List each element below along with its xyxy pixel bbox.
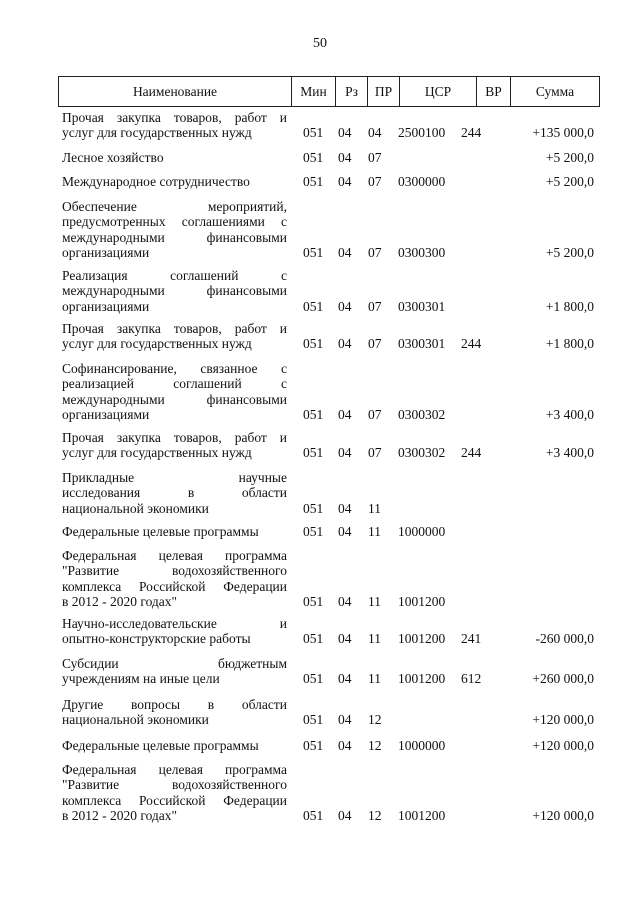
row-rz: 04 [338, 150, 352, 165]
row-csr: 0300301 [398, 298, 446, 314]
row-rz: 04 [338, 671, 352, 687]
row-min: 051 [303, 631, 324, 647]
row-pr: 11 [368, 631, 381, 647]
row-vr: 244 [461, 445, 482, 461]
row-name-line: Федеральные целевые программы [62, 524, 259, 539]
row-name [62, 321, 287, 352]
row-min: 051 [303, 407, 324, 423]
row-pr: 12 [368, 738, 382, 753]
row-name-line: Прочая закупка товаров, работ и [62, 430, 287, 445]
row-name-line: услуг для государственных нужд [62, 445, 252, 461]
row-pr: 11 [368, 594, 381, 610]
row-name-line: услуг для государственных нужд [62, 336, 252, 352]
row-name-line: комплекса Российской Федерации [62, 578, 287, 594]
row-name-line: "Развитие водохозяйственного [62, 777, 287, 793]
row-pr: 07 [368, 298, 382, 314]
row-vr: 612 [461, 671, 482, 687]
row-min: 051 [303, 500, 324, 516]
row-name-line: исследования в области [62, 485, 287, 501]
row-sum: +120 000,0 [532, 808, 594, 824]
row-name-line: Научно-исследовательские и [62, 616, 287, 631]
row-pr: 04 [368, 125, 382, 141]
row-pr: 12 [368, 712, 382, 728]
row-name-line: учреждениям на иные цели [62, 671, 220, 687]
row-name-line: международными финансовыми [62, 283, 287, 299]
row-min: 051 [303, 336, 324, 352]
row-name-line: Прочая закупка товаров, работ и [62, 110, 287, 125]
row-pr: 07 [368, 150, 382, 165]
row-sum: +5 200,0 [545, 150, 594, 165]
row-name-line: предусмотренных соглашениями с [62, 214, 287, 230]
row-name [62, 524, 287, 539]
row-sum: +135 000,0 [532, 125, 594, 141]
header-sum: Сумма [535, 84, 575, 99]
row-name [62, 361, 287, 423]
row-name-line: Прикладные научные [62, 470, 287, 485]
row-name-line: организациями [62, 407, 150, 423]
row-name [62, 762, 287, 824]
row-rz: 04 [338, 594, 352, 610]
row-sum: +3 400,0 [545, 445, 594, 461]
row-rz: 04 [338, 298, 352, 314]
row-name-line: Обеспечение мероприятий, [62, 199, 287, 214]
row-min: 051 [303, 150, 324, 165]
row-name-line: реализацией соглашений с [62, 376, 287, 392]
row-pr: 07 [368, 445, 382, 461]
row-sum: +5 200,0 [545, 174, 594, 189]
row-csr: 1000000 [398, 524, 446, 539]
row-rz: 04 [338, 808, 352, 824]
header-vr: ВР [477, 77, 511, 106]
table-header [58, 76, 600, 107]
row-rz: 04 [338, 631, 352, 647]
row-rz: 04 [338, 738, 352, 753]
header-pr: ПР [368, 77, 400, 106]
row-min: 051 [303, 125, 324, 141]
row-vr: 244 [461, 125, 482, 141]
row-name-line: Лесное хозяйство [62, 150, 164, 165]
row-name-line: Софинансирование, связанное с [62, 361, 287, 376]
row-rz: 04 [338, 500, 352, 516]
row-name-line: "Развитие водохозяйственного [62, 563, 287, 579]
row-rz: 04 [338, 125, 352, 141]
row-csr: 1001200 [398, 594, 446, 610]
row-name-line: международными финансовыми [62, 229, 287, 245]
row-vr: 241 [461, 631, 482, 647]
row-pr: 11 [368, 671, 381, 687]
row-csr: 0300300 [398, 245, 446, 261]
row-min: 051 [303, 298, 324, 314]
row-name [62, 616, 287, 647]
row-name-line: национальной экономики [62, 500, 209, 516]
row-vr: 244 [461, 336, 482, 352]
row-csr: 0300302 [398, 445, 446, 461]
row-min: 051 [303, 594, 324, 610]
row-name-line: Федеральная целевая программа [62, 762, 287, 777]
row-name [62, 738, 287, 753]
row-rz: 04 [338, 524, 352, 539]
row-csr: 1001200 [398, 631, 446, 647]
row-name [62, 430, 287, 461]
row-pr: 11 [368, 524, 381, 539]
row-sum: +1 800,0 [545, 336, 594, 352]
row-min: 051 [303, 712, 324, 728]
row-name [62, 199, 287, 261]
row-min: 051 [303, 445, 324, 461]
row-name-line: организациями [62, 298, 150, 314]
row-name [62, 656, 287, 687]
row-min: 051 [303, 808, 324, 824]
row-name-line: Другие вопросы в области [62, 697, 287, 712]
row-sum: +3 400,0 [545, 407, 594, 423]
row-rz: 04 [338, 245, 352, 261]
row-min: 051 [303, 671, 324, 687]
row-csr: 2500100 [398, 125, 446, 141]
row-name [62, 268, 287, 314]
page-number: 50 [313, 36, 327, 51]
row-pr: 07 [368, 407, 382, 423]
row-name-line: Федеральные целевые программы [62, 738, 259, 753]
row-csr: 1001200 [398, 808, 446, 824]
row-name-line: в 2012 - 2020 годах" [62, 594, 178, 610]
row-sum: -260 000,0 [535, 631, 594, 647]
row-name [62, 548, 287, 610]
row-name-line: Международное сотрудничество [62, 174, 250, 189]
row-min: 051 [303, 245, 324, 261]
row-name-line: Реализация соглашений с [62, 268, 287, 283]
row-csr: 1001200 [398, 671, 446, 687]
row-sum: +260 000,0 [532, 671, 594, 687]
header-rz: Рз [336, 77, 368, 106]
row-min: 051 [303, 738, 324, 753]
row-rz: 04 [338, 174, 352, 189]
row-name-line: международными финансовыми [62, 391, 287, 407]
row-csr: 0300000 [398, 174, 446, 189]
row-name-line: комплекса Российской Федерации [62, 792, 287, 808]
header-csr: ЦСР [400, 77, 477, 106]
row-min: 051 [303, 524, 324, 539]
header-min: Мин [292, 77, 336, 106]
row-csr: 1000000 [398, 738, 446, 753]
row-rz: 04 [338, 407, 352, 423]
row-rz: 04 [338, 445, 352, 461]
row-pr: 07 [368, 174, 382, 189]
row-name-line: Прочая закупка товаров, работ и [62, 321, 287, 336]
row-pr: 07 [368, 336, 382, 352]
row-name-line: национальной экономики [62, 712, 209, 728]
row-rz: 04 [338, 336, 352, 352]
row-name [62, 697, 287, 728]
row-name-line: услуг для государственных нужд [62, 125, 252, 141]
row-min: 051 [303, 174, 324, 189]
row-name-line: в 2012 - 2020 годах" [62, 808, 178, 824]
row-rz: 04 [338, 712, 352, 728]
row-name [62, 150, 287, 165]
row-pr: 11 [368, 500, 381, 516]
row-pr: 12 [368, 808, 382, 824]
row-sum: +5 200,0 [545, 245, 594, 261]
row-name-line: опытно-конструкторские работы [62, 631, 251, 647]
row-name-line: Субсидии бюджетным [62, 656, 287, 671]
row-name-line: Федеральная целевая программа [62, 548, 287, 563]
row-name [62, 174, 287, 189]
row-sum: +120 000,0 [532, 712, 594, 728]
row-sum: +120 000,0 [532, 738, 594, 753]
row-csr: 0300301 [398, 336, 446, 352]
row-sum: +1 800,0 [545, 298, 594, 314]
row-pr: 07 [368, 245, 382, 261]
row-name [62, 470, 287, 516]
row-csr: 0300302 [398, 407, 446, 423]
header-name: Наименование [59, 77, 292, 106]
row-name [62, 110, 287, 141]
row-name-line: организациями [62, 245, 150, 261]
